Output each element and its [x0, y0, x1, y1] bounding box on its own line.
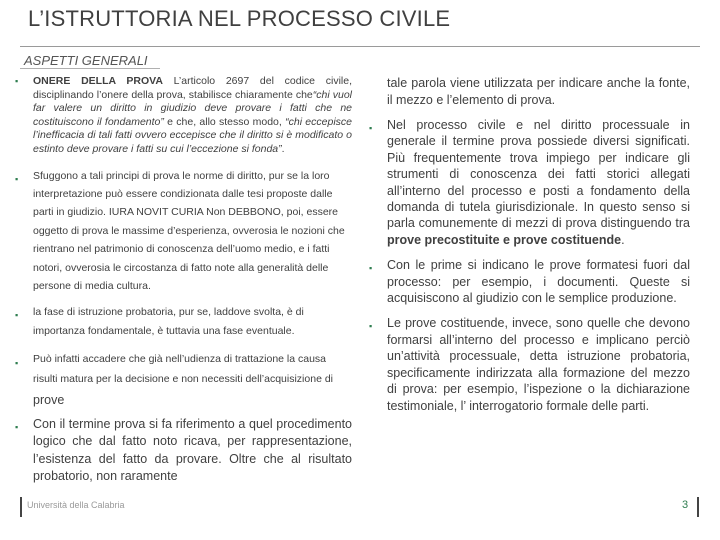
- significati-end: .: [621, 232, 625, 247]
- page-number: 3: [682, 499, 689, 511]
- square-bullet-icon: ▪: [15, 310, 19, 321]
- causa-text-tail: prove: [33, 393, 65, 408]
- bullet-fase-istruttoria: [12, 303, 352, 340]
- square-bullet-icon: ▪: [369, 263, 373, 274]
- right-column: [366, 75, 690, 423]
- continuation-paragraph: tale parola viene utilizzata per indicare anche la fonte, il mezzo e l’elemento di prova.: [387, 76, 690, 107]
- termine-text: Con il termine prova si fa riferimento a quel procedimento logico che dal fatto noto ricava, per rappresentazione, l’esistenza del fatto da provare. Oltre che al risultato probatorio, non raramente: [33, 416, 352, 484]
- bullet-onere-della-prova: [12, 75, 352, 157]
- square-bullet-icon: ▪: [369, 321, 373, 332]
- slide-title: L’ISTRUTTORIA NEL PROCESSO CIVILE: [28, 6, 451, 31]
- precostituite-text: Con le prime si indicano le prove formatesi fuori dal processo: per esempio, i documenti. Queste si acquisiscono al giudizio con le semplice produzione.: [387, 258, 690, 306]
- bullet-termine-prova: [12, 416, 352, 486]
- fase-text: la fase di istruzione probatoria, pur se, laddove svolta, è di importanza fondamentale, è tuttavia una fase eventuale.: [33, 306, 304, 337]
- square-bullet-icon: ▪: [15, 173, 19, 184]
- bullet-norme-di-diritto: [12, 167, 352, 296]
- onere-text: L’articolo 2697 del codice civile, disciplinando l’onere della prova, stabilisce chiaramente che: [33, 75, 352, 101]
- significati-bold: prove precostituite e prove costituende: [387, 232, 622, 247]
- square-bullet-icon: ▪: [15, 421, 19, 432]
- footer-right-bar: [697, 497, 699, 517]
- square-bullet-icon: ▪: [15, 76, 19, 86]
- left-column: [12, 75, 352, 486]
- title-divider: [20, 46, 700, 47]
- onere-quote-1: “chi vuol far valere un diritto in giudizio deve provare i fatti che ne costituiscono il fondamento”: [33, 88, 352, 128]
- bullet-prove-precostituite: [366, 257, 690, 306]
- bullet-causa-matura: [12, 349, 352, 412]
- significati-text: Nel processo civile e nel diritto processuale in generale il termine prova possiede diversi significati. Più frequentemente trova impiego per indicare gli strumenti di conoscenza dei fatti storici allegati all’interno del processo e posti a fondamento della domanda di tutela giurisdizionale. In questo senso si parla comunemente di mezzi di prova distinguendo tra: [387, 118, 690, 231]
- square-bullet-icon: ▪: [15, 357, 19, 368]
- norme-text: Sfuggono a tali principi di prova le norme di diritto, pur se la loro interpretazione può essere condizionata dalle tesi proposte dalle parti in giudizio. IURA NOVIT CURIA Non DEBBONO, poi, essere oggetto di prova le massime d’esperienza, ovverosia le nozioni che rientrano nel patrimonio di conoscenza dell’uomo medio, e i fatti notori, ovverosia le circostanza di fatto note alla generalità delle persone di media cultura.: [33, 169, 345, 292]
- square-bullet-icon: ▪: [369, 123, 373, 133]
- onere-text-mid: e che, allo stesso modo,: [163, 115, 286, 128]
- onere-quote-2: “chi eccepisce l’inefficacia di tali fatti ovvero eccepisce che il diritto si è modificato o estinto deve provare i fatti su cui l’eccezione si fonda”: [33, 115, 352, 155]
- section-subtitle: ASPETTI GENERALI: [24, 53, 148, 68]
- footer-left-bar: [20, 497, 22, 517]
- subtitle-divider: [20, 68, 160, 69]
- footer-label: Università della Calabria: [27, 500, 125, 510]
- bullet-significati-prova: [366, 117, 690, 248]
- bullet-prove-costituende: [366, 315, 690, 413]
- onere-heading: ONERE DELLA PROVA: [33, 75, 163, 87]
- costituende-text: Le prove costituende, invece, sono quelle che devono formarsi all’interno del processo e implicano perciò un’attività processuale, detta istruzione probatoria, specificamente indirizzata alla formazione del mezzo di prova: per esempio, l’ispezione o la dichiarazione testimoniale, l’ interrogatorio formale delle parti.: [387, 316, 690, 413]
- onere-text-end: .: [281, 142, 285, 155]
- causa-text: Può infatti accadere che già nell’udienza di trattazione la causa risulti matura per la decisione e non necessiti dell’acquisizione di: [33, 352, 333, 386]
